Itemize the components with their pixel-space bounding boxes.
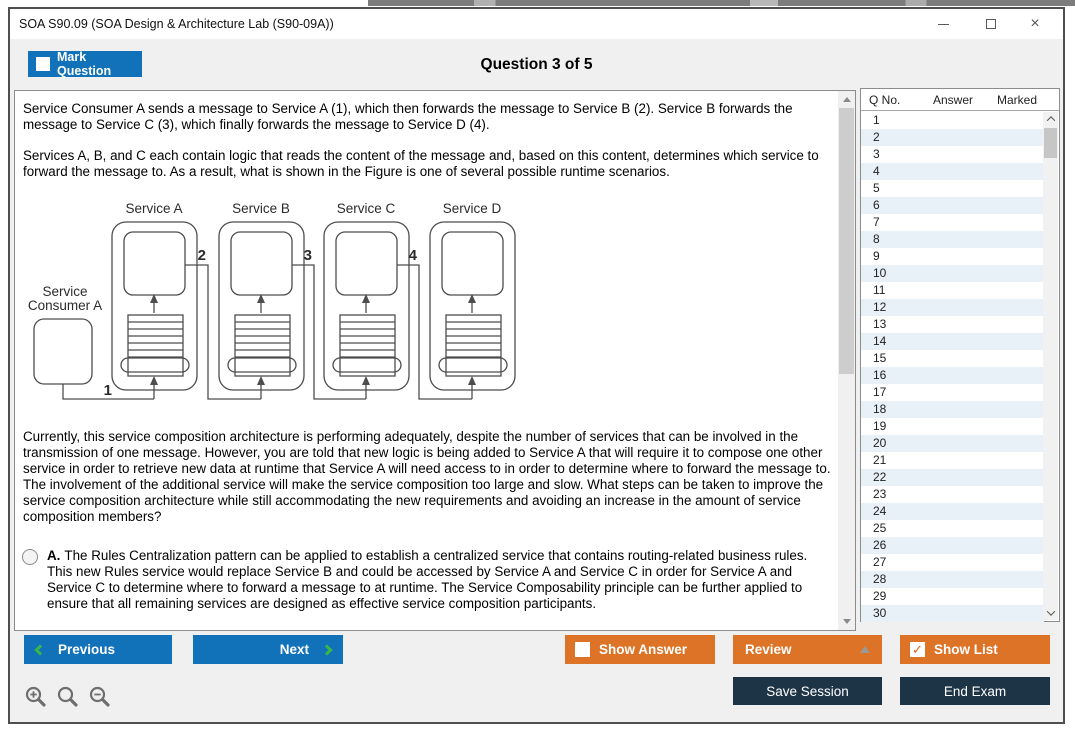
- question-list-row[interactable]: 30: [861, 605, 1044, 622]
- minimize-button[interactable]: [922, 9, 964, 39]
- show-answer-label: Show Answer: [599, 642, 688, 657]
- answer-option-a[interactable]: [22, 548, 822, 612]
- window-title: SOA S90.09 (SOA Design & Architecture Lab (S90-09A)): [19, 17, 334, 31]
- question-list-row[interactable]: 28: [861, 571, 1044, 588]
- question-list-row[interactable]: 20: [861, 435, 1044, 452]
- question-list-row[interactable]: 12: [861, 299, 1044, 316]
- show-list-label: Show List: [934, 642, 998, 657]
- option-a-radio[interactable]: [22, 549, 38, 565]
- figure-step-4: 4: [408, 247, 417, 264]
- figure-consumer-label-line1: Service: [42, 284, 88, 299]
- question-list-row[interactable]: 15: [861, 350, 1044, 367]
- save-session-label: Save Session: [766, 683, 849, 699]
- review-button[interactable]: [733, 635, 882, 664]
- option-a-text: [47, 548, 819, 612]
- next-label: Next: [279, 642, 309, 657]
- figure-service-b-label: Service B: [232, 201, 290, 216]
- checkmark-icon: ✓: [912, 641, 923, 657]
- question-panel: [14, 90, 856, 631]
- chevron-right-icon: [321, 644, 332, 655]
- zoom-in-icon[interactable]: [24, 685, 49, 710]
- chevron-up-icon: [1046, 116, 1054, 124]
- close-button[interactable]: [1014, 9, 1056, 39]
- figure-consumer-label-line2: Consumer A: [27, 298, 103, 313]
- question-list-row[interactable]: 14: [861, 333, 1044, 350]
- chevron-left-icon: [34, 644, 45, 655]
- review-label: Review: [745, 642, 792, 657]
- show-answer-button[interactable]: [565, 635, 715, 664]
- question-paragraph-1: Service Consumer A sends a message to Service A (1), which then forwards the message to Service B (2). Service B forwards the message to Service C (3), which finally forwards the message to Service D (4).: [23, 101, 793, 132]
- show-list-checkbox[interactable]: [910, 642, 925, 657]
- question-scrollbar[interactable]: [838, 91, 855, 630]
- mark-question-label: Mark Question: [57, 50, 112, 78]
- question-list-row[interactable]: 2: [861, 129, 1044, 146]
- previous-button[interactable]: [24, 635, 172, 664]
- question-list-row[interactable]: 5: [861, 180, 1044, 197]
- magnifier-icon[interactable]: [56, 685, 81, 710]
- question-list-row[interactable]: 22: [861, 469, 1044, 486]
- dropdown-up-icon: [860, 646, 870, 653]
- question-list-row[interactable]: 19: [861, 418, 1044, 435]
- scroll-down-button[interactable]: [838, 613, 855, 630]
- option-a-body: The Rules Centralization pattern can be applied to establish a centralized service that contains routing-related business rules. This new Rules service would replace Service B and could be accessed by Service A and Service C in order for Service A and Service C to determine where to forward a message to at runtime. The Service Composability principle can be further applied to ensure that all remaining services are designed as effective service composition participants.: [47, 548, 808, 611]
- consumer-box: [34, 319, 92, 384]
- question-paragraph-2: Services A, B, and C each contain logic that reads the content of the message and, based on this content, determines which service to forward the message to. As a result, what is shown in the Figure is one of several possible runtime scenarios.: [23, 148, 819, 179]
- exam-window: [8, 7, 1065, 724]
- zoom-toolbar: [24, 685, 113, 710]
- scroll-up-button[interactable]: [838, 91, 855, 108]
- list-scroll-down-button[interactable]: [1043, 606, 1058, 620]
- scroll-down-icon: [843, 619, 851, 624]
- title-bar: [10, 9, 1063, 39]
- question-list-row[interactable]: 17: [861, 384, 1044, 401]
- question-list-row[interactable]: 6: [861, 197, 1044, 214]
- maximize-button[interactable]: [970, 9, 1012, 39]
- maximize-icon: [986, 19, 996, 29]
- service-composition-diagram: [17, 197, 562, 412]
- question-list-row[interactable]: 23: [861, 486, 1044, 503]
- service-a-box: [112, 222, 197, 399]
- question-list-row[interactable]: 11: [861, 282, 1044, 299]
- save-session-button[interactable]: [733, 677, 882, 705]
- scroll-up-icon: [843, 97, 851, 102]
- question-list-row[interactable]: 21: [861, 452, 1044, 469]
- question-list-row[interactable]: 13: [861, 316, 1044, 333]
- column-header-qno: Q No.: [869, 93, 901, 107]
- question-list-row[interactable]: 7: [861, 214, 1044, 231]
- figure-step-3: 3: [303, 247, 312, 264]
- question-list-row[interactable]: 25: [861, 520, 1044, 537]
- scrollbar-thumb[interactable]: [839, 108, 854, 374]
- question-list-row[interactable]: 27: [861, 554, 1044, 571]
- close-icon: ×: [1030, 15, 1040, 32]
- service-c-box: [324, 222, 409, 399]
- column-header-answer: Answer: [933, 93, 974, 107]
- question-list-row[interactable]: 26: [861, 537, 1044, 554]
- question-counter: Question 3 of 5: [480, 56, 593, 73]
- question-list-row[interactable]: 3: [861, 146, 1044, 163]
- question-list-row[interactable]: 9: [861, 248, 1044, 265]
- question-list-row[interactable]: 10: [861, 265, 1044, 282]
- show-answer-checkbox[interactable]: [575, 642, 590, 657]
- architecture-figure: [17, 197, 562, 412]
- service-d-box: [430, 222, 515, 399]
- show-list-button[interactable]: [900, 635, 1050, 664]
- question-list-header: [861, 89, 1059, 111]
- minimize-icon: [938, 24, 949, 25]
- list-scrollbar-thumb[interactable]: [1044, 128, 1057, 158]
- question-list-row[interactable]: 24: [861, 503, 1044, 520]
- background-window-edge: [368, 0, 1075, 6]
- question-list-row[interactable]: 1: [861, 112, 1044, 129]
- question-list-scrollbar[interactable]: [1043, 112, 1058, 620]
- question-list-row[interactable]: 4: [861, 163, 1044, 180]
- question-list-panel: [860, 88, 1060, 622]
- end-exam-button[interactable]: [900, 677, 1050, 705]
- figure-step-2: 2: [197, 247, 206, 264]
- chevron-down-icon: [1046, 607, 1054, 615]
- figure-service-c-label: Service C: [336, 201, 396, 216]
- question-list-row[interactable]: 16: [861, 367, 1044, 384]
- next-button[interactable]: [193, 635, 343, 664]
- figure-step-1: 1: [103, 382, 112, 399]
- end-exam-label: End Exam: [943, 683, 1007, 699]
- figure-service-a-label: Service A: [125, 201, 183, 216]
- zoom-out-icon[interactable]: [88, 685, 113, 710]
- question-list-row[interactable]: 29: [861, 588, 1044, 605]
- column-header-marked: Marked: [997, 93, 1038, 107]
- question-list-row[interactable]: 8: [861, 231, 1044, 248]
- previous-label: Previous: [58, 642, 116, 657]
- service-b-box: [219, 222, 304, 399]
- question-paragraph-3: Currently, this service composition architecture is performing adequately, despite the number of services that can be involved in the transmission of one message. However, you are told that new logic is being added to Service A that will require it to compose one other service in order to retrieve new data at runtime that Service A will need access to in order to determine where to forward the message to. The involvement of the additional service will make the service composition too large and slow. What steps can be taken to improve the service composition architecture while still accommodating the new requirements and avoiding an increase in the amount of service composition members?: [23, 429, 831, 524]
- list-scroll-up-button[interactable]: [1043, 112, 1058, 126]
- question-list-rows: [861, 112, 1044, 622]
- figure-service-d-label: Service D: [442, 201, 502, 216]
- question-list-row[interactable]: 18: [861, 401, 1044, 418]
- option-a-letter: A.: [47, 548, 61, 563]
